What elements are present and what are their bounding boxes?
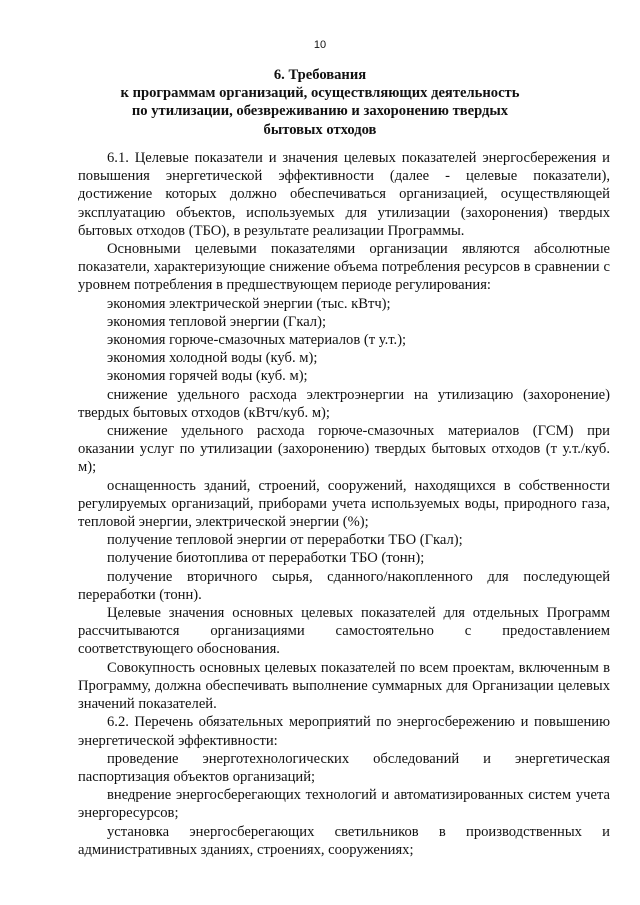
list-item: экономия горюче-смазочных материалов (т у.т.); xyxy=(107,332,407,349)
list-item: экономия холодной воды (куб. м); xyxy=(107,350,318,367)
list-item: проведение энерготехнологических обследований и энергетическая паспортизация объектов организаций; xyxy=(78,750,610,785)
paragraph: 6.1. Целевые показатели и значения целевых показателей энергосбережения и повышения энергетической эффективности (далее - целевые показатели), достижение которых должно обеспечиваться организацией, осуществляющей эксплуатацию объектов, используемых для утилизации (захоронения) твердых бытовых отходов (ТБО), в результате реализации Программы. xyxy=(78,150,610,239)
list-item: снижение удельного расхода электроэнергии на утилизацию (захоронение) твердых бытовых отходов (кВтч/куб. м); xyxy=(78,386,610,421)
list-item: снижение удельного расхода горюче-смазочных материалов (ГСМ) при оказании услуг по утилизации (захоронению) твердых бытовых отходов (т у.т./куб. м); xyxy=(78,423,610,476)
heading-line-4: бытовых отходов xyxy=(263,121,377,138)
heading-line-1: 6. Требования xyxy=(273,67,367,83)
list-item: экономия тепловой энергии (Гкал); xyxy=(107,313,327,330)
list-item: получение тепловой энергии от переработки ТБО (Гкал); xyxy=(107,532,463,549)
paragraph: Целевые значения основных целевых показателей для отдельных Программ рассчитываются организациями самостоятельно с предоставлением соответствующего обоснования. xyxy=(78,605,610,658)
page-number: 10 xyxy=(313,39,327,51)
list-item: внедрение энергосберегающих технологий и автоматизированных систем учета энергоресурсов; xyxy=(78,787,610,822)
list-item: экономия электрической энергии (тыс. кВтч); xyxy=(107,295,391,312)
body-text xyxy=(78,149,610,859)
paragraph: Основными целевыми показателями организации являются абсолютные показатели, характеризующие снижение объема потребления ресурсов в сравнении с уровнем потребления в предшествующем периоде регулирования: xyxy=(78,241,610,294)
list-item: получение вторичного сырья, сданного/накопленного для последующей переработки (тонн). xyxy=(78,568,610,603)
list-item: установка энергосберегающих светильников в производственных и административных зданиях, строениях, сооружениях; xyxy=(78,823,610,858)
heading-line-3: по утилизации, обезвреживанию и захоронению твердых xyxy=(131,103,509,120)
list-item: получение биотоплива от переработки ТБО (тонн); xyxy=(107,550,425,567)
list-item: оснащенность зданий, строений, сооружений, находящихся в собственности регулируемых организаций, приборами учета используемых воды, природного газа, тепловой энергии, электрической энергии (%); xyxy=(78,477,610,531)
paragraph: Совокупность основных целевых показателей по всем проектам, включенным в Программу, должна обеспечивать выполнение суммарных для Организации целевых значений показателей. xyxy=(78,659,610,713)
paragraph: 6.2. Перечень обязательных мероприятий по энергосбережению и повышению энергетической эффективности: xyxy=(78,714,610,749)
list-item: экономия горячей воды (куб. м); xyxy=(107,368,308,385)
section-heading xyxy=(0,66,640,139)
heading-line-2: к программам организаций, осуществляющих деятельность xyxy=(120,85,520,102)
